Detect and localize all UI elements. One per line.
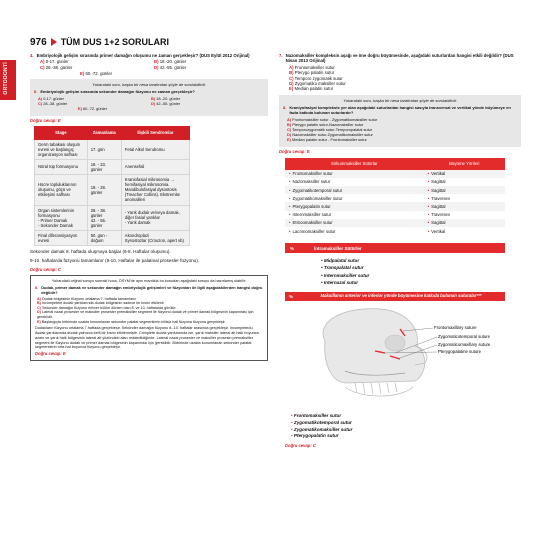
sutur-table-wrap <box>285 158 505 449</box>
arrow-right-icon <box>51 38 57 46</box>
option-c: C) 28.-38. günler <box>38 100 68 106</box>
table-cell: 18. - 23. günler <box>87 159 121 174</box>
table-header: Stage <box>35 126 88 139</box>
percent-icon: % <box>290 245 295 251</box>
paragraph: 9-10. haftalarda füzyonu tamamlanır (9-10. Haftalar ile palatinal prosesler füzyonu). <box>30 258 200 264</box>
figure-label: Frontomaxillary suture <box>434 324 477 330</box>
table-row <box>35 175 190 205</box>
options <box>37 297 263 325</box>
paragraph: Sekonder damak 8. haftada oluşmaya başlar (6-8. Haftalar oluşumu). <box>30 249 171 255</box>
table-cell: 19. - 28. günler <box>87 175 121 205</box>
table-cell: Organ sistemlerinin formasyonu - Primer Damak - Sekonder Damak <box>35 205 88 230</box>
table-header: Büyüme Yönleri <box>424 158 505 170</box>
figure-list <box>285 413 505 440</box>
table-row: • Etmoomaksiller sutur • Sagittal <box>285 219 505 227</box>
table-cell: Hücre topluluklarının oluşumu, göçü ve etkileşimi safhası <box>35 175 88 205</box>
figure-title: Maksillanın anterior ve inferior yönde büyümesine katkıda bulunan suturalar*** <box>297 292 505 301</box>
chapter-tab <box>0 60 16 100</box>
sutur-table <box>285 158 505 236</box>
table-row: • Internmaksiller sutur • Traversev <box>285 211 505 219</box>
alt-question-box <box>30 79 268 115</box>
option-b: B) Pterygo palatin sutur <box>289 70 335 76</box>
stage-table <box>34 126 190 247</box>
explanation-text: Dudakların füzyonu ortalama 7.haftada gerçekleşir. Sekonder damağın füzyonu 8.-10. haftalar arasında gerçekleşir. Incompletedu dudak yarıklarında dudak yalnızca belli bir kısmı etkilenmiştir. Complete dudak yarıklarında ise, yarık maksiler lateral alt halk boyunca azalır ve yarık halk bölgesinin lateral alt yüzündeki alan reddedildiğinde. Lateral nazal prosesler ve maksiller prosesin premaksiller segment ile füzyonu dudak ve primer damak bölgesinin kapanması için gereklidir. Birbirinde uzakta konumlanan sekonder palatal segmentlerin orta hat boyunca füzyonu gerçekleşir. <box>35 326 259 350</box>
table-row: • Zygomatikomaksiller sutur • Traversev <box>285 194 505 202</box>
intramaxillary-list <box>285 253 505 286</box>
option-a: A) Dudak bölgesinin füzyonu ortalama 7. haftada tamamlanır <box>37 296 137 301</box>
figure-label: Zygomaticomaxillary suture <box>438 341 491 347</box>
question-text: Embriyolojik gelişim sırasında sekonder damağın füzyonu ne zaman gerçekleşir? <box>40 89 195 95</box>
table-header: Sirkummaksiller Sütürlar <box>285 158 424 170</box>
option-b: B) Pterygo palatin sutur-Nazomaksiller sutur <box>287 121 364 127</box>
table-row: • Pterygopalatin sutur • Sagittal <box>285 202 505 210</box>
option-e: E) Median palatin sutur - Frontomaksiller sutur <box>287 136 367 142</box>
option-e: E) 60.-72. günler <box>78 105 107 111</box>
answer-label: Doğru cevap: E <box>30 117 61 123</box>
list-item: • Zygomatikomaksiller sutur <box>291 427 505 434</box>
question-text: Dudak, primer damak ve sekonder damağın embriyolojik gelişimleri ve füzyonları ile ilgili aşağıdakilerden hangisi doğru değildir? <box>41 284 263 295</box>
table-cell: Germ tabakası oluşum evresi ve başlangıç organizasyon safhası <box>35 139 88 159</box>
option-c: C) Sekonder damağın füzyonu mihver bölüm dönem olan 8. ve 10. haftalarda görülür. <box>37 305 177 310</box>
option-d: D) Zygomatiko maksiller sutur <box>289 81 346 87</box>
question-7 <box>279 53 521 92</box>
question-text: Nazomaksiller kompleksin aşağı ve öne doğru büyümesinde, aşağıdaki suturlardan hangisi etkili değildir? (DUS Nisan 2013 Orijinal) <box>285 53 514 64</box>
table-row <box>35 159 190 174</box>
question-text: Kraniyofasiyal komplekste yer alan aşağıdaki suturlardan hangisi sasıyla transversal ve vertikal yönde büyümeye en fazla katkıda bulunan suturlardır? <box>289 104 511 116</box>
option-d: D) Lateral nazal prosesler ve maksiller prosesler premaksiller segment ile füzyonu dudak ve primer damak bölgesinin kapanması için gereklidir. <box>37 310 254 320</box>
question-number: II. <box>35 284 39 290</box>
list-item: • Frontomaksiller sutur <box>291 413 505 420</box>
percent-icon: % <box>285 292 297 301</box>
option-d: D) Nazomaksiller sutur-Zygomatikomaksiller sutur <box>287 131 373 137</box>
option-c: C) Temporo zygomatik sutur <box>289 75 343 81</box>
question-number: 7. <box>279 53 283 58</box>
alt-question-box <box>279 95 521 147</box>
note-box <box>30 275 268 361</box>
table-row: • Frontomaksiller sutur • Vertikal <box>285 170 505 178</box>
option-d: D) 42.-55. günler <box>154 65 187 70</box>
answer-label: Doğru cevap: E <box>279 148 310 154</box>
skull-illustration <box>285 301 505 413</box>
right-column <box>279 53 521 451</box>
note-intro: Yukarıdaki orijinal soruyu sonraki hoca, ÖSYM'de aynı mantıkla bu konudan aşağıdaki soruyu da hazırlamış olabilir: <box>51 279 247 284</box>
question-text: Embriyolojik gelişim sırasında primer damağın oluşumu ne zaman gerçekleşir? (DUS Eylül 2012 Orijinal) <box>36 53 250 58</box>
option-a: A) Frontomaksiller sutur - Zygomatikomaksiller sutur <box>287 116 378 122</box>
skull-figure <box>285 301 505 413</box>
list-item: • Pterygopalatin sutur <box>291 433 505 440</box>
question-number: II. <box>34 89 38 95</box>
table-cell: Nöral tüp formasyonu <box>35 159 88 174</box>
left-column <box>30 53 268 361</box>
table-cell: Akondroplazi Synostozlar (Crouzon, apert vb) <box>121 230 189 245</box>
table-cell: Fetal Alkol Sendromu <box>121 139 189 159</box>
options <box>289 65 521 92</box>
table-cell: Final diferansiyasyon evresi <box>35 230 88 245</box>
question-4 <box>30 53 268 76</box>
list-item: • Internazal sutur <box>321 279 505 286</box>
table-cell: Kraniofasial mikrosomia → hemifasiyal mikrosomia. Mandibulofasiyal dysostosis (Treacher Collins). Ekstremite anomalileri <box>121 175 189 205</box>
answer-label: Doğru cevap: C <box>285 443 316 449</box>
chapter-tab-label: ORTODONTİ <box>3 62 9 95</box>
table-row: • Lacrimomaksiller sutur • Vertikal <box>285 227 505 235</box>
table-cell: 28. - 38. günler 42. - 55. günler <box>87 205 121 230</box>
answer-label: Doğru cevap: E <box>35 351 66 357</box>
table-cell: Anensefali <box>121 159 189 174</box>
table-row: • Zygomatikotemporal sutur • Sagittal <box>285 186 505 194</box>
option-e: E) Başlangıçta birbirinde uzakta konumlanan sekonder palatal segmentlerin kilitsiz hali füzyona füzyona gerçekleşir. <box>37 319 226 324</box>
options <box>40 59 268 76</box>
option-e: E) 60.-72. günler <box>80 70 113 76</box>
option-b: B) 18.-20. günler <box>154 59 187 65</box>
option-d: D) 42.-55. günler <box>151 100 181 106</box>
figure-header <box>285 292 505 301</box>
question-number: 4. <box>30 53 34 58</box>
option-c: C) Temporozygomatik sutur-Temporopalatal sutur <box>287 126 373 132</box>
options <box>287 117 517 142</box>
figure-label: Zygomaticotemporal suture <box>438 333 491 339</box>
table-row <box>35 139 190 159</box>
table-row <box>35 230 190 245</box>
table-row <box>35 205 190 230</box>
table-header: Zamanlama <box>87 126 121 139</box>
options <box>38 96 264 111</box>
list-item: • Transpalatal sutur <box>321 264 505 271</box>
option-a: A) 0-17. günler <box>38 95 64 101</box>
option-a: A) 0-17. günler <box>40 59 69 65</box>
intramaxillary-header <box>285 243 505 253</box>
header-title: TÜM DUS 1+2 SORULARI <box>60 37 169 47</box>
page-number: 976 <box>30 36 47 48</box>
table-row: • Nazomaksiller sutur • Sagittal <box>285 178 505 186</box>
table-cell: - Yarık dudak ve/veya damak, diğer fasial yarıklar - Yarık damak <box>121 205 189 230</box>
question-number: 8. <box>283 104 287 110</box>
alt-note: Yukarıdaki soru, başka bir nesa tarafından şöyle de sorulabilirdi: <box>92 82 206 88</box>
table-cell: 17. gün <box>87 139 121 159</box>
option-a: A) Frontomaksiller sutur <box>289 64 335 70</box>
section-title: İntramaksiller Sütürler <box>314 245 362 251</box>
option-e: E) Median palatin sutur <box>289 86 334 92</box>
answer-label: Doğru cevap: C <box>30 267 61 273</box>
list-item: • Internmaksiller sutur <box>321 272 505 279</box>
page-header <box>30 35 169 49</box>
figure-label: Pterygopalatine suture <box>438 348 481 354</box>
option-b: B) 18.-20. günler <box>151 95 181 101</box>
list-item: • Zygomatikotemporal sutur <box>291 420 505 427</box>
alt-note: Yukarıdaki soru, başka bir nesa tarafından şöyle de sorulabilirdi: <box>343 97 457 103</box>
table-header: İlişkili Sendromlar <box>121 126 189 139</box>
list-item: • Midpalatal sutur <box>321 257 505 264</box>
table-cell: 50. gün - doğum <box>87 230 121 245</box>
option-b: B) Incompetent dudak yarıklarında dudak bölgesinin sadece bir kısmı etkilenir <box>37 301 164 306</box>
option-c: C) 28.-38. günler <box>40 65 73 70</box>
